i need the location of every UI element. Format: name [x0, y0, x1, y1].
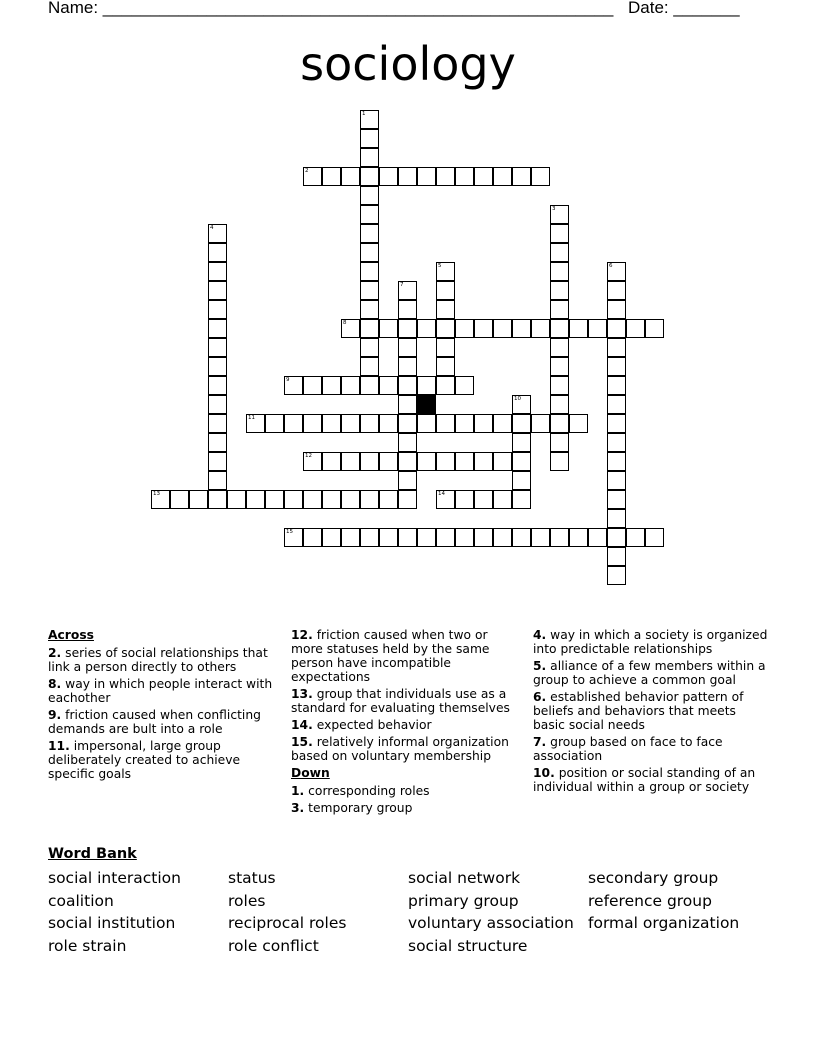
grid-cell[interactable] [493, 452, 512, 471]
grid-cell[interactable] [474, 414, 493, 433]
grid-cell[interactable] [607, 452, 626, 471]
word-bank-item: role strain [48, 937, 127, 955]
clue-number: 6 [609, 263, 613, 269]
grid-cell[interactable] [227, 490, 246, 509]
word-bank-item: coalition [48, 892, 114, 910]
grid-cell[interactable] [208, 376, 227, 395]
grid-cell[interactable] [436, 414, 455, 433]
grid-cell[interactable] [360, 224, 379, 243]
grid-cell[interactable] [474, 167, 493, 186]
clue-down-10: 10. position or social standing of an individual within a group or society [533, 766, 756, 794]
grid-cell[interactable] [284, 528, 303, 547]
grid-cell[interactable] [246, 490, 265, 509]
grid-cell[interactable] [550, 319, 569, 338]
grid-cell[interactable] [569, 528, 588, 547]
clue-number: 7 [400, 282, 404, 288]
grid-cell[interactable] [493, 414, 512, 433]
across-heading: Across [48, 628, 94, 642]
grid-cell[interactable] [607, 262, 626, 281]
grid-cell[interactable] [341, 414, 360, 433]
grid-cell[interactable] [303, 528, 322, 547]
grid-cell[interactable] [303, 414, 322, 433]
grid-cell[interactable] [265, 490, 284, 509]
clue-across-2: 2. series of social relationships that link a person directly to others [48, 646, 268, 674]
grid-cell[interactable] [360, 319, 379, 338]
grid-cell[interactable] [512, 319, 531, 338]
grid-cell[interactable] [512, 167, 531, 186]
grid-cell[interactable] [208, 395, 227, 414]
grid-cell[interactable] [360, 357, 379, 376]
grid-cell[interactable] [341, 167, 360, 186]
grid-cell[interactable] [360, 129, 379, 148]
grid-cell[interactable] [417, 452, 436, 471]
grid-cell[interactable] [208, 319, 227, 338]
grid-cell[interactable] [493, 490, 512, 509]
grid-cell[interactable] [360, 414, 379, 433]
grid-cell[interactable] [607, 281, 626, 300]
grid-cell[interactable] [379, 167, 398, 186]
grid-cell[interactable] [398, 490, 417, 509]
grid-cell[interactable] [607, 509, 626, 528]
grid-cell[interactable] [455, 452, 474, 471]
clue-down-6: 6. established behavior pattern of beliefs and behaviors that meets basic social needs [533, 690, 744, 732]
clue-number: 1 [362, 111, 366, 117]
grid-cell[interactable] [607, 566, 626, 585]
clue-across-12: 12. friction caused when two or more statuses held by the same person have incompatible expectations [291, 628, 490, 684]
grid-cell[interactable] [246, 414, 265, 433]
grid-cell[interactable] [474, 528, 493, 547]
grid-cell[interactable] [379, 452, 398, 471]
grid-cell[interactable] [436, 357, 455, 376]
grid-cell[interactable] [398, 167, 417, 186]
grid-cell[interactable] [379, 414, 398, 433]
grid-cell[interactable] [360, 490, 379, 509]
grid-cell[interactable] [512, 452, 531, 471]
grid-cell[interactable] [360, 528, 379, 547]
grid-cell[interactable] [398, 452, 417, 471]
grid-cell[interactable] [208, 357, 227, 376]
grid-cell[interactable] [531, 319, 550, 338]
grid-cell[interactable] [189, 490, 208, 509]
grid-cell[interactable] [436, 490, 455, 509]
clue-number: 10 [514, 396, 521, 402]
grid-cell[interactable] [360, 186, 379, 205]
grid-cell[interactable] [436, 319, 455, 338]
grid-cell[interactable] [512, 528, 531, 547]
clue-number: 5 [438, 263, 442, 269]
clue-number: 8 [343, 320, 347, 326]
grid-cell[interactable] [626, 319, 645, 338]
clue-number: 15 [286, 529, 293, 535]
grid-cell[interactable] [607, 528, 626, 547]
grid-cell[interactable] [398, 414, 417, 433]
grid-cell[interactable] [398, 319, 417, 338]
grid-cell[interactable] [417, 414, 436, 433]
clue-across-15: 15. relatively informal organization based on voluntary membership [291, 735, 509, 763]
clue-across-8: 8. way in which people interact with eachother [48, 677, 273, 705]
grid-cell[interactable] [645, 319, 664, 338]
grid-cell[interactable] [398, 338, 417, 357]
word-bank-item: formal organization [588, 914, 740, 932]
clue-number: 3 [552, 206, 556, 212]
grid-cell[interactable] [379, 490, 398, 509]
grid-cell[interactable] [436, 167, 455, 186]
grid-cell[interactable] [417, 319, 436, 338]
grid-cell[interactable] [265, 414, 284, 433]
grid-cell[interactable] [550, 414, 569, 433]
clue-down-7: 7. group based on face to face association [533, 735, 723, 763]
word-bank-item: roles [228, 892, 266, 910]
grid-cell[interactable] [322, 376, 341, 395]
clues-column-3 [533, 628, 769, 797]
grid-cell[interactable] [588, 319, 607, 338]
grid-cell[interactable] [398, 395, 417, 414]
grid-cell[interactable] [398, 433, 417, 452]
grid-cell[interactable] [341, 376, 360, 395]
grid-cell[interactable] [626, 528, 645, 547]
grid-cell[interactable] [208, 281, 227, 300]
grid-cell[interactable] [360, 376, 379, 395]
grid-cell[interactable] [398, 528, 417, 547]
grid-cell[interactable] [588, 528, 607, 547]
grid-cell[interactable] [398, 357, 417, 376]
grid-cell[interactable] [341, 319, 360, 338]
grid-cell[interactable] [512, 433, 531, 452]
grid-cell[interactable] [208, 452, 227, 471]
grid-cell[interactable] [550, 300, 569, 319]
clue-number: 9 [286, 377, 290, 383]
grid-cell[interactable] [607, 300, 626, 319]
grid-cell[interactable] [550, 357, 569, 376]
grid-cell[interactable] [360, 262, 379, 281]
grid-cell[interactable] [455, 376, 474, 395]
word-bank-item: reciprocal roles [228, 914, 347, 932]
grid-cell[interactable] [607, 395, 626, 414]
grid-cell[interactable] [512, 395, 531, 414]
grid-cell[interactable] [303, 490, 322, 509]
grid-cell[interactable] [436, 528, 455, 547]
grid-cell[interactable] [360, 205, 379, 224]
word-bank-item: social network [408, 869, 521, 887]
grid-cell[interactable] [360, 148, 379, 167]
grid-cell[interactable] [322, 528, 341, 547]
word-bank-item: voluntary association [408, 914, 574, 932]
grid-cell[interactable] [398, 376, 417, 395]
grid-cell[interactable] [208, 300, 227, 319]
grid-cell[interactable] [512, 490, 531, 509]
grid-cell[interactable] [474, 319, 493, 338]
grid-cell[interactable] [436, 376, 455, 395]
grid-cell[interactable] [208, 414, 227, 433]
grid-cell[interactable] [512, 414, 531, 433]
grid-cell[interactable] [607, 357, 626, 376]
grid-cell[interactable] [455, 319, 474, 338]
grid-cell[interactable] [208, 262, 227, 281]
clue-across-11: 11. impersonal, large group deliberately created to achieve specific goals [48, 739, 241, 781]
grid-cell[interactable] [436, 300, 455, 319]
grid-cell[interactable] [569, 319, 588, 338]
grid-cell[interactable] [474, 452, 493, 471]
clue-across-13: 13. group that individuals use as a standard for evaluating themselves [291, 687, 510, 715]
grid-cell[interactable] [303, 167, 322, 186]
grid-cell[interactable] [531, 528, 550, 547]
clue-number: 13 [153, 491, 160, 497]
grid-cell[interactable] [531, 167, 550, 186]
grid-cell[interactable] [322, 414, 341, 433]
grid-cell[interactable] [417, 167, 436, 186]
word-bank-item: secondary group [588, 869, 719, 887]
grid-cell[interactable] [607, 433, 626, 452]
grid-cell[interactable] [208, 243, 227, 262]
word-bank-item: social structure [408, 937, 528, 955]
word-bank-item: role conflict [228, 937, 319, 955]
word-bank-item: reference group [588, 892, 712, 910]
grid-cell[interactable] [360, 167, 379, 186]
grid-cell[interactable] [398, 281, 417, 300]
date-label: Date: _______ [628, 0, 740, 17]
word-bank-item: primary group [408, 892, 519, 910]
clue-down-1: 1. corresponding roles [291, 784, 430, 798]
grid-cell[interactable] [436, 262, 455, 281]
page-title: sociology [300, 37, 516, 91]
grid-cell[interactable] [360, 452, 379, 471]
grid-cell[interactable] [550, 243, 569, 262]
grid-cell[interactable] [550, 281, 569, 300]
grid-cell[interactable] [360, 338, 379, 357]
grid-cell[interactable] [341, 528, 360, 547]
grid-cell[interactable] [455, 414, 474, 433]
clues-column-1 [48, 628, 278, 784]
grid-cell[interactable] [550, 262, 569, 281]
grid-cell[interactable] [341, 490, 360, 509]
grid-cell[interactable] [360, 243, 379, 262]
grid-cell[interactable] [151, 490, 170, 509]
grid-cell[interactable] [550, 528, 569, 547]
grid-cell[interactable] [208, 224, 227, 243]
clue-down-5: 5. alliance of a few members within a group to achieve a common goal [533, 659, 766, 687]
grid-cell[interactable] [455, 528, 474, 547]
grid-cell[interactable] [379, 376, 398, 395]
grid-cell[interactable] [569, 414, 588, 433]
name-label: Name: ______________________________________________________ [48, 0, 614, 17]
word-bank-item: social interaction [48, 869, 181, 887]
grid-cell[interactable] [550, 433, 569, 452]
clue-number: 14 [438, 491, 445, 497]
grid-cell[interactable] [550, 205, 569, 224]
grid-cell[interactable] [379, 319, 398, 338]
grid-cell[interactable] [208, 338, 227, 357]
grid-cell[interactable] [417, 376, 436, 395]
grid-cell[interactable] [436, 281, 455, 300]
grid-cell[interactable] [303, 376, 322, 395]
clues-column-2 [291, 628, 523, 818]
clue-number: 2 [305, 168, 309, 174]
grid-cell[interactable] [322, 452, 341, 471]
clue-down-3: 3. temporary group [291, 801, 413, 815]
grid-cell[interactable] [607, 547, 626, 566]
word-bank-item: status [228, 869, 276, 887]
grid-cell[interactable] [208, 471, 227, 490]
grid-cell[interactable] [284, 414, 303, 433]
grid-cell[interactable] [398, 471, 417, 490]
word-bank-item: social institution [48, 914, 176, 932]
clue-across-9: 9. friction caused when conflicting demands are bult into a role [48, 708, 261, 736]
grid-cell[interactable] [607, 376, 626, 395]
grid-cell[interactable] [360, 300, 379, 319]
grid-cell[interactable] [455, 167, 474, 186]
grid-cell[interactable] [493, 319, 512, 338]
grid-cell[interactable] [550, 224, 569, 243]
grid-cell[interactable] [474, 490, 493, 509]
word-bank-title: Word Bank [48, 846, 137, 862]
grid-cell[interactable] [550, 452, 569, 471]
clue-number: 12 [305, 453, 312, 459]
grid-cell[interactable] [360, 110, 379, 129]
clue-number: 4 [210, 225, 214, 231]
grid-cell[interactable] [607, 414, 626, 433]
grid-cell[interactable] [284, 376, 303, 395]
black-square [417, 395, 436, 414]
grid-cell[interactable] [170, 490, 189, 509]
grid-cell[interactable] [379, 528, 398, 547]
grid-cell[interactable] [550, 338, 569, 357]
grid-cell[interactable] [493, 528, 512, 547]
grid-cell[interactable] [531, 414, 550, 433]
grid-cell[interactable] [208, 490, 227, 509]
grid-cell[interactable] [607, 471, 626, 490]
clue-down-4: 4. way in which a society is organized into predictable relationships [533, 628, 768, 656]
grid-cell[interactable] [284, 490, 303, 509]
grid-cell[interactable] [341, 452, 360, 471]
grid-cell[interactable] [512, 471, 531, 490]
grid-cell[interactable] [360, 281, 379, 300]
grid-cell[interactable] [550, 376, 569, 395]
grid-cell[interactable] [398, 300, 417, 319]
clue-number: 11 [248, 415, 255, 421]
grid-cell[interactable] [303, 452, 322, 471]
grid-cell[interactable] [436, 338, 455, 357]
grid-cell[interactable] [607, 490, 626, 509]
grid-cell[interactable] [550, 395, 569, 414]
grid-cell[interactable] [322, 490, 341, 509]
grid-cell[interactable] [417, 528, 436, 547]
grid-cell[interactable] [607, 319, 626, 338]
down-heading: Down [291, 766, 330, 780]
grid-cell[interactable] [607, 338, 626, 357]
grid-cell[interactable] [493, 167, 512, 186]
grid-cell[interactable] [436, 452, 455, 471]
grid-cell[interactable] [455, 490, 474, 509]
grid-cell[interactable] [322, 167, 341, 186]
grid-cell[interactable] [645, 528, 664, 547]
clue-across-14: 14. expected behavior [291, 718, 432, 732]
grid-cell[interactable] [208, 433, 227, 452]
